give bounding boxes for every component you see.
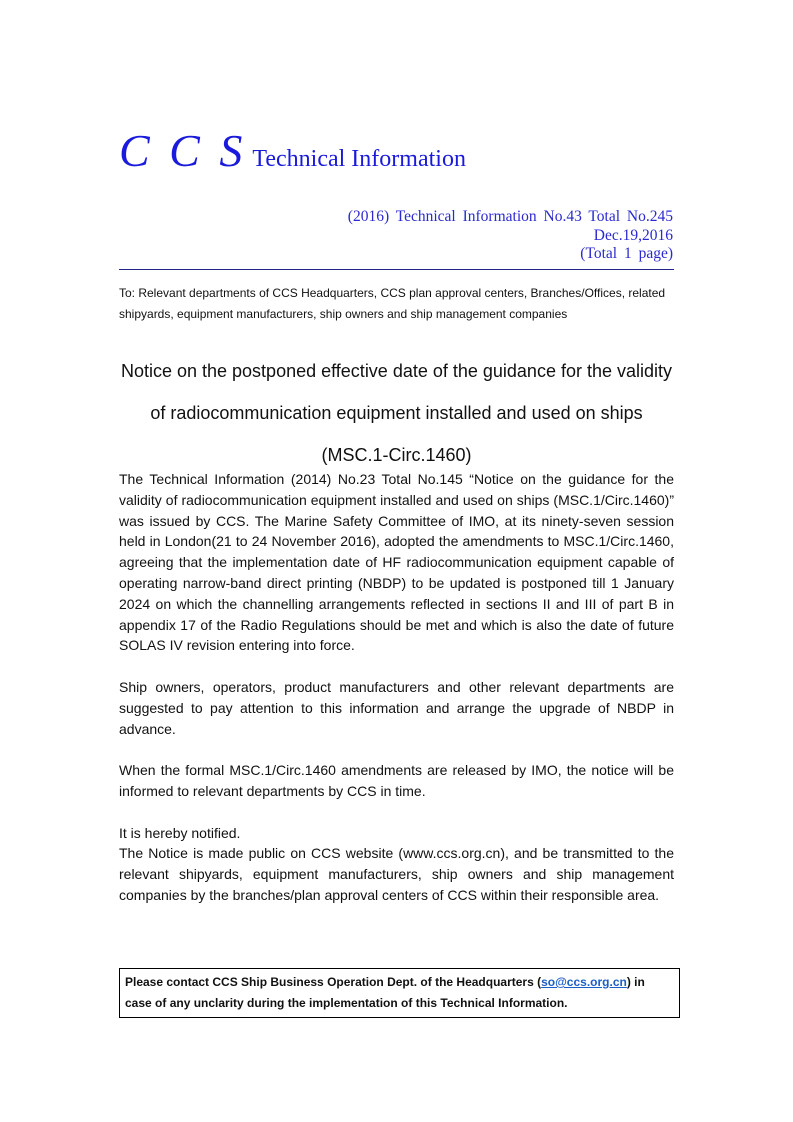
reference-block [348, 208, 673, 264]
reference-number: (2016) Technical Information No.43 Total No.245 [347, 208, 673, 225]
logo-subtitle: Technical Information [252, 146, 466, 172]
notice-title: Notice on the postponed effective date of the guidance for the validity of radiocommunication equipment installed and used on ships (MSC.1-Circ.1460) [120, 361, 673, 465]
contact-text-after: ) in case of any unclarity during the implementation of this Technical Information. [125, 975, 645, 1010]
paragraph-5: The Notice is made public on CCS website (www.ccs.org.cn), and be transmitted to the relevant shipyards, equipment manufacturers, ship owners and ship management companies by the branches/plan approval centers of CCS within their responsible area. [119, 845, 674, 903]
paragraph-3: When the formal MSC.1/Circ.1460 amendments are released by IMO, the notice will be informed to relevant departments by CCS in time. [119, 762, 674, 799]
issue-date: Dec.19,2016 [593, 226, 673, 244]
recipients: To: Relevant departments of CCS Headquarters, CCS plan approval centers, Branches/Offices, related shipyards, equipment manufacturers, ship owners and ship management companies [119, 286, 666, 321]
contact-box [119, 968, 680, 1018]
ccs-logo [119, 124, 466, 177]
notice-body [119, 469, 674, 927]
paragraph-1: The Technical Information (2014) No.23 Total No.145 “Notice on the guidance for the validity of radiocommunication equipment installed and used on ships (MSC.1/Circ.1460)” was issued by CCS. The Marine Safety Committee of IMO, at its ninety-seven session held in London(21 to 24 November 2016), adopted the amendments to MSC.1/Circ.1460, agreeing that the implementation date of HF radiocommunication equipment capable of operating narrow-band direct printing (NBDP) to be updated is postponed till 1 January 2024 on which the channelling arrangements reflected in sections II and III of part B in appendix 17 of the Radio Regulations should be met and which is also the date of future SOLAS IV revision entering into force. [119, 471, 674, 654]
paragraph-4: It is hereby notified. [119, 824, 241, 841]
paragraph-2: Ship owners, operators, product manufacturers and other relevant departments are suggested to pay attention to this information and arrange the upgrade of NBDP in advance. [119, 678, 674, 737]
contact-email-link[interactable]: so@ccs.org.cn [541, 975, 627, 989]
page-count: (Total 1 page) [580, 245, 673, 262]
contact-text-before: Please contact CCS Ship Business Operation Dept. of the Headquarters ( [125, 975, 542, 989]
header-divider [119, 269, 674, 270]
logo-letters: C C S [119, 125, 245, 176]
